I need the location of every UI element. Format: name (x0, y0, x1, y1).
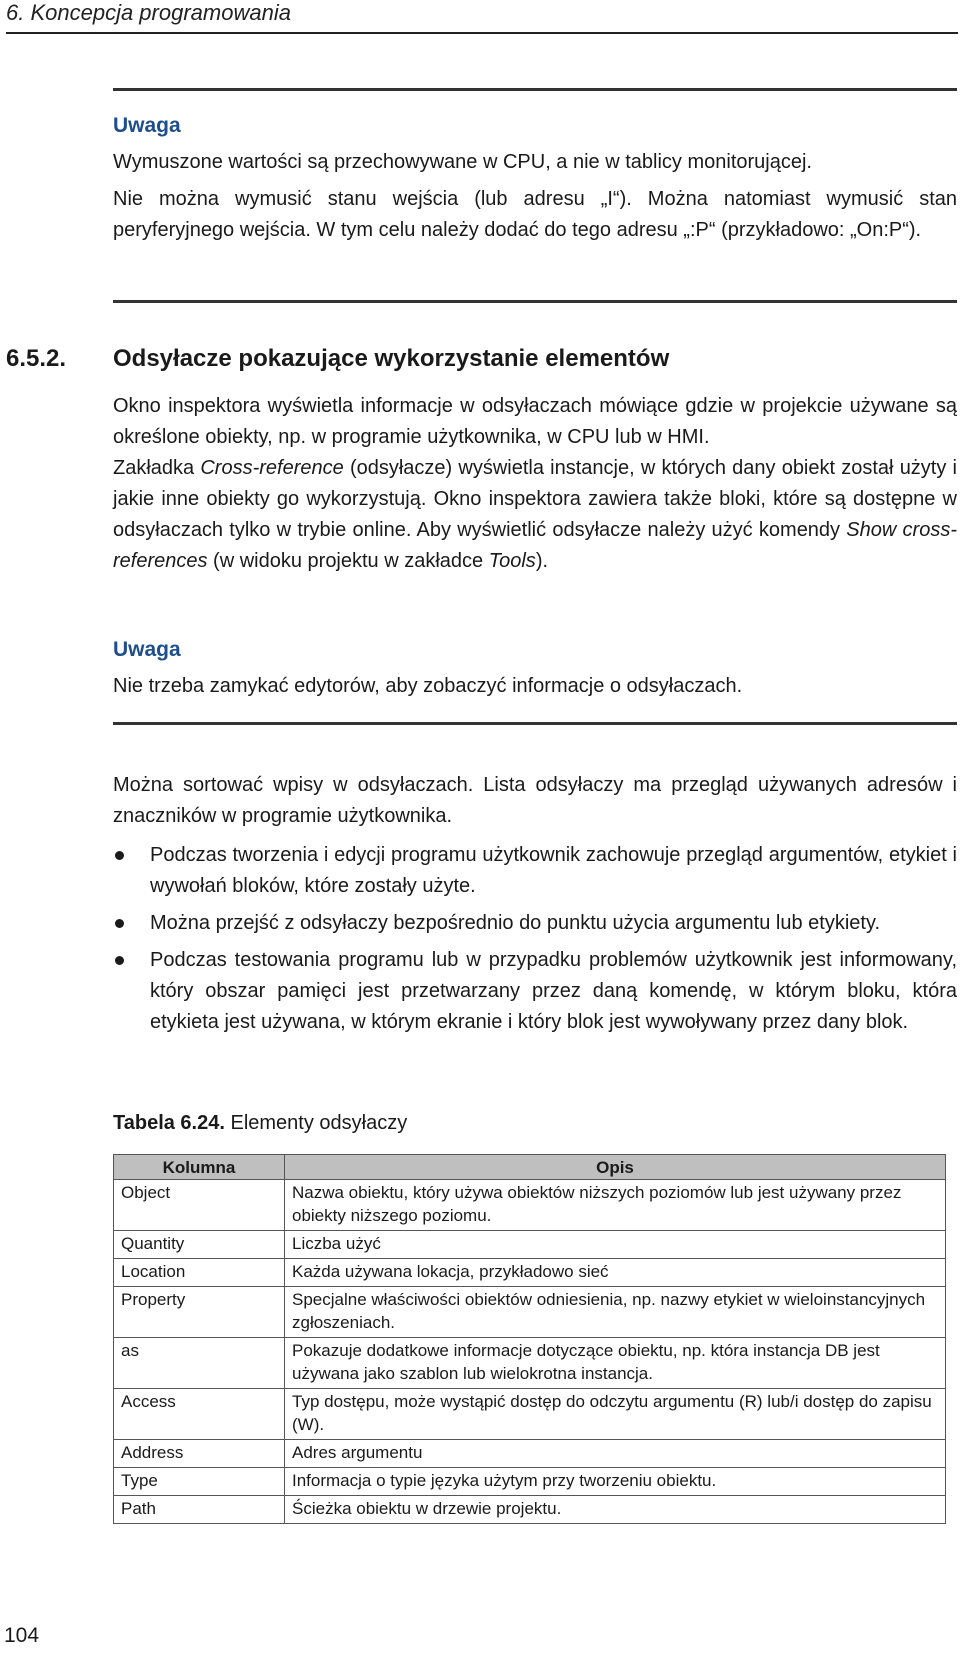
note-bottom-rule (113, 300, 957, 303)
section-number: 6.5.2. (6, 345, 67, 372)
table-row (114, 1287, 946, 1338)
note-top-rule (113, 88, 957, 91)
table-row (114, 1259, 946, 1287)
note-box (113, 634, 957, 702)
table-cell: Access (114, 1389, 285, 1440)
term-cross-reference: Cross-reference (200, 457, 344, 479)
table-cell: Liczba użyć (285, 1231, 946, 1259)
table-row (114, 1338, 946, 1389)
bullet-icon (115, 851, 124, 860)
column-header: Opis (285, 1155, 946, 1180)
table-cell: Type (114, 1468, 285, 1496)
column-header: Kolumna (114, 1155, 285, 1180)
section-title: Odsyłacze pokazujące wykorzystanie elementów (113, 345, 670, 372)
table-cell: Quantity (114, 1231, 285, 1259)
table-cell: Location (114, 1259, 285, 1287)
note-paragraph: Nie trzeba zamykać edytorów, aby zobaczyć informacje o odsyłaczach. (113, 675, 743, 697)
bullet-icon (115, 956, 124, 965)
list-item: Podczas tworzenia i edycji programu użytkownik zachowuje przegląd argumentów, etykiet i wywołań bloków, które zostały użyte. (113, 840, 957, 902)
note-bottom-rule (113, 722, 957, 725)
note-heading: Uwaga (113, 638, 181, 661)
table-row (114, 1389, 946, 1440)
table-row (114, 1231, 946, 1259)
table-cell: Property (114, 1287, 285, 1338)
page-number: 104 (4, 1624, 40, 1647)
header-rule (6, 32, 958, 34)
section-heading (6, 345, 956, 373)
table-row (114, 1180, 946, 1231)
note-box (113, 110, 957, 246)
table-cell: Pokazuje dodatkowe informacje dotyczące obiektu, np. która instancja DB jest używana jako szablon lub wielokrotna instancja. (285, 1338, 946, 1389)
command-show-cross-references: Show cross-references (113, 519, 958, 572)
table-row (114, 1496, 946, 1524)
list-item: Można przejść z odsyłaczy bezpośrednio do punktu użycia argumentu lub etykiety. (113, 908, 957, 939)
paragraph: Zakładka Cross-reference (odsyłacze) wyświetla instancje, w których dany obiekt został użyty i jakie inne obiekty go wykorzystują. Okno inspektora zawiera także bloki, które są dostępne w odsyłaczach tylko w trybie online. Aby wyświetlić odsyłacze należy użyć komendy Show cross-references (w widoku projektu w zakładce Tools). (113, 457, 958, 572)
table-cell: Specjalne właściwości obiektów odniesienia, np. nazwy etykiet w wieloinstancyjnych zgłoszeniach. (285, 1287, 946, 1338)
table-cell: Address (114, 1440, 285, 1468)
table-cell: Informacja o typie języka użytym przy tworzeniu obiektu. (285, 1468, 946, 1496)
table-cell: Object (114, 1180, 285, 1231)
table-header-row (114, 1155, 946, 1180)
table-cell: Path (114, 1496, 285, 1524)
paragraph: Okno inspektora wyświetla informacje w odsyłaczach mówiące gdzie w projekcie używane są określone obiekty, np. w programie użytkownika, w CPU lub w HMI. (113, 395, 957, 448)
after-note-body (113, 770, 957, 1044)
table-row (114, 1440, 946, 1468)
table-cell: Ścieżka obiektu w drzewie projektu. (285, 1496, 946, 1524)
table-cell: as (114, 1338, 285, 1389)
bullet-icon (115, 919, 124, 928)
cross-reference-elements-table (113, 1154, 946, 1524)
table-cell: Każda używana lokacja, przykładowo sieć (285, 1259, 946, 1287)
section-body (113, 391, 957, 577)
paragraph: Można sortować wpisy w odsyłaczach. Lista odsyłaczy ma przegląd używanych adresów i znaczników w programie użytkownika. (113, 774, 957, 827)
running-header: 6. Koncepcja programowania (6, 0, 291, 25)
note-paragraph: Nie można wymusić stanu wejścia (lub adresu „I“). Można natomiast wymusić stan peryferyjnego wejścia. W tym celu należy dodać do tego adresu „:P“ (przykładowo: „On:P“). (113, 188, 957, 241)
table-cell: Typ dostępu, może wystąpić dostęp do odczytu argumentu (R) lub/i dostęp do zapisu (W). (285, 1389, 946, 1440)
list-item: Podczas testowania programu lub w przypadku problemów użytkownik jest informowany, który obszar pamięci jest przetwarzany przez daną komendę, w którym bloku, która etykieta jest używana, w którym ekranie i który blok jest wywoływany przez dany blok. (113, 945, 957, 1038)
table-row (114, 1468, 946, 1496)
bullet-list (113, 840, 957, 1038)
table-cell: Nazwa obiektu, który używa obiektów niższych poziomów lub jest używany przez obiekty niższego poziomu. (285, 1180, 946, 1231)
note-heading: Uwaga (113, 114, 181, 137)
tab-tools: Tools (488, 550, 536, 572)
note-paragraph: Wymuszone wartości są przechowywane w CPU, a nie w tablicy monitorującej. (113, 151, 812, 173)
table-cell: Adres argumentu (285, 1440, 946, 1468)
table-caption: Tabela 6.24. Elementy odsyłaczy (113, 1112, 408, 1134)
